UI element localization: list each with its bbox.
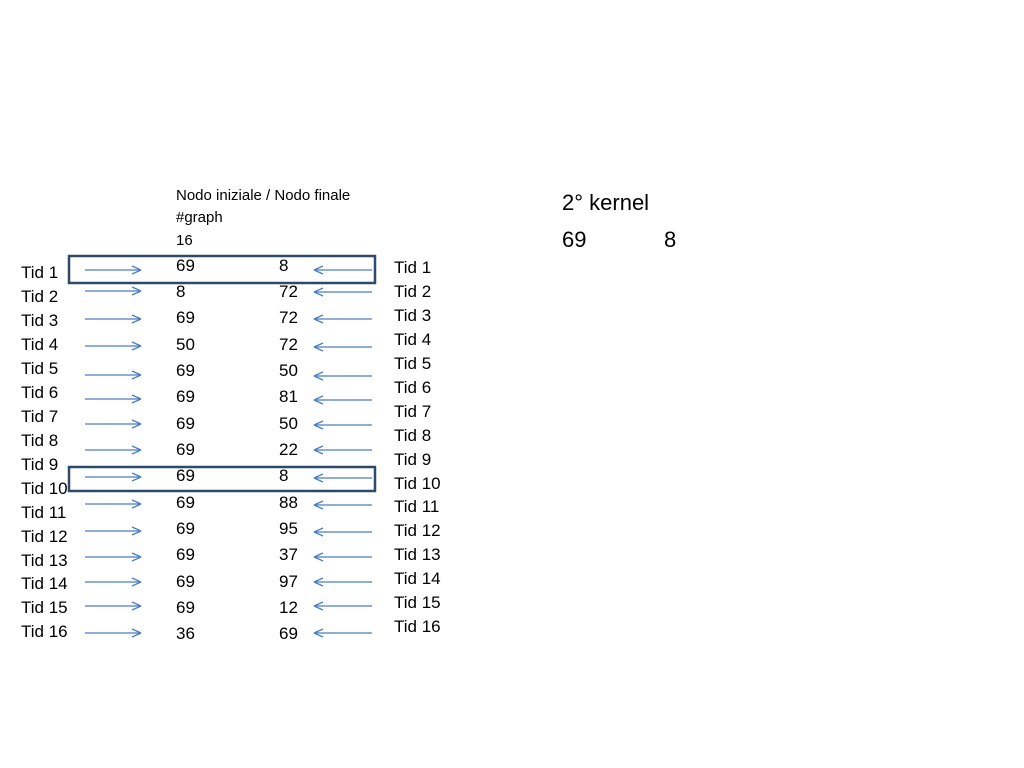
start-node-value: 69 [176, 414, 195, 433]
left-tid-label: Tid 4 [21, 335, 59, 354]
right-tid-label: Tid 16 [394, 617, 441, 636]
left-arrow-icon [314, 629, 372, 637]
right-arrow-icon [85, 500, 141, 508]
end-node-value: 72 [279, 282, 298, 301]
left-arrow-icon [314, 343, 372, 351]
start-node-value: 69 [176, 519, 195, 538]
end-node-value: 72 [279, 335, 298, 354]
start-node-value: 36 [176, 624, 195, 643]
right-arrow-icon [85, 420, 141, 428]
right-tid-label: Tid 5 [394, 354, 432, 373]
left-tid-label: Tid 6 [21, 383, 59, 402]
right-tid-label: Tid 6 [394, 378, 432, 397]
start-node-value: 8 [176, 282, 186, 301]
right-arrow-icon [85, 602, 141, 610]
left-arrow-icon [314, 315, 372, 323]
header-graph-label: #graph [176, 209, 223, 226]
right-tid-label: Tid 15 [394, 593, 441, 612]
left-arrow-icon [314, 602, 372, 610]
end-node-value: 72 [279, 308, 298, 327]
right-tid-label: Tid 1 [394, 258, 432, 277]
end-node-value: 37 [279, 545, 298, 564]
start-node-value: 69 [176, 361, 195, 380]
highlight-box-row-1 [69, 256, 375, 283]
end-node-value: 50 [279, 361, 298, 380]
start-node-value: 69 [176, 545, 195, 564]
left-arrow-icon [314, 501, 372, 509]
start-node-value: 69 [176, 466, 195, 485]
right-arrow-icon [85, 287, 141, 295]
end-node-value: 8 [279, 466, 289, 485]
end-node-value: 50 [279, 414, 298, 433]
right-tid-label: Tid 14 [394, 569, 441, 588]
left-arrow-icon [314, 266, 372, 274]
right-arrow-icon [85, 315, 141, 323]
left-arrow-icon [314, 578, 372, 586]
left-arrow-icon [314, 553, 372, 561]
right-arrow-icon [85, 395, 141, 403]
start-node-value: 69 [176, 572, 195, 591]
left-tid-label: Tid 14 [21, 574, 68, 593]
end-node-value: 81 [279, 387, 298, 406]
left-tid-label: Tid 1 [21, 263, 59, 282]
left-arrow-icon [314, 474, 372, 482]
header-title: Nodo iniziale / Nodo finale [176, 187, 351, 204]
left-tid-label: Tid 16 [21, 622, 68, 641]
kernel-value-b: 8 [664, 227, 677, 252]
header-graph-count: 16 [176, 232, 193, 249]
left-arrow-icon [314, 446, 372, 454]
kernel-title: 2° kernel [562, 190, 650, 215]
left-tid-label: Tid 7 [21, 407, 59, 426]
end-node-value: 69 [279, 624, 298, 643]
start-node-value: 69 [176, 440, 195, 459]
start-node-value: 69 [176, 493, 195, 512]
right-arrow-icon [85, 342, 141, 350]
right-tid-label: Tid 3 [394, 306, 432, 325]
right-arrow-icon [85, 266, 141, 274]
left-tid-label: Tid 10 [21, 479, 68, 498]
end-node-value: 95 [279, 519, 298, 538]
right-arrow-icon [85, 553, 141, 561]
end-node-value: 22 [279, 440, 298, 459]
right-tid-label: Tid 11 [394, 497, 440, 516]
right-tid-label: Tid 2 [394, 282, 432, 301]
end-node-value: 12 [279, 598, 298, 617]
left-tid-label: Tid 8 [21, 431, 59, 450]
right-tid-label: Tid 13 [394, 545, 441, 564]
left-tid-label: Tid 2 [21, 287, 59, 306]
left-arrow-icon [314, 421, 372, 429]
start-node-value: 69 [176, 387, 195, 406]
kernel-value-a: 69 [562, 227, 587, 252]
left-arrow-icon [314, 372, 372, 380]
right-arrow-icon [85, 629, 141, 637]
left-tid-label: Tid 9 [21, 455, 59, 474]
left-arrow-icon [314, 396, 372, 404]
highlight-box-row-9 [69, 467, 375, 491]
start-node-value: 50 [176, 335, 195, 354]
left-tid-label: Tid 12 [21, 527, 68, 546]
end-node-value: 88 [279, 493, 298, 512]
left-tid-label: Tid 11 [21, 503, 67, 522]
right-tid-label: Tid 7 [394, 402, 432, 421]
end-node-value: 8 [279, 256, 289, 275]
right-arrow-icon [85, 446, 141, 454]
right-arrow-icon [85, 473, 141, 481]
right-arrow-icon [85, 371, 141, 379]
left-tid-label: Tid 3 [21, 311, 59, 330]
right-tid-label: Tid 9 [394, 450, 432, 469]
left-tid-label: Tid 15 [21, 598, 68, 617]
right-tid-label: Tid 8 [394, 426, 432, 445]
left-arrow-icon [314, 288, 372, 296]
right-tid-label: Tid 12 [394, 521, 441, 540]
start-node-value: 69 [176, 598, 195, 617]
right-tid-label: Tid 10 [394, 474, 441, 493]
right-tid-label: Tid 4 [394, 330, 432, 349]
start-node-value: 69 [176, 308, 195, 327]
start-node-value: 69 [176, 256, 195, 275]
left-tid-label: Tid 13 [21, 551, 68, 570]
end-node-value: 97 [279, 572, 298, 591]
right-arrow-icon [85, 527, 141, 535]
right-arrow-icon [85, 578, 141, 586]
left-arrow-icon [314, 528, 372, 536]
left-tid-label: Tid 5 [21, 359, 59, 378]
